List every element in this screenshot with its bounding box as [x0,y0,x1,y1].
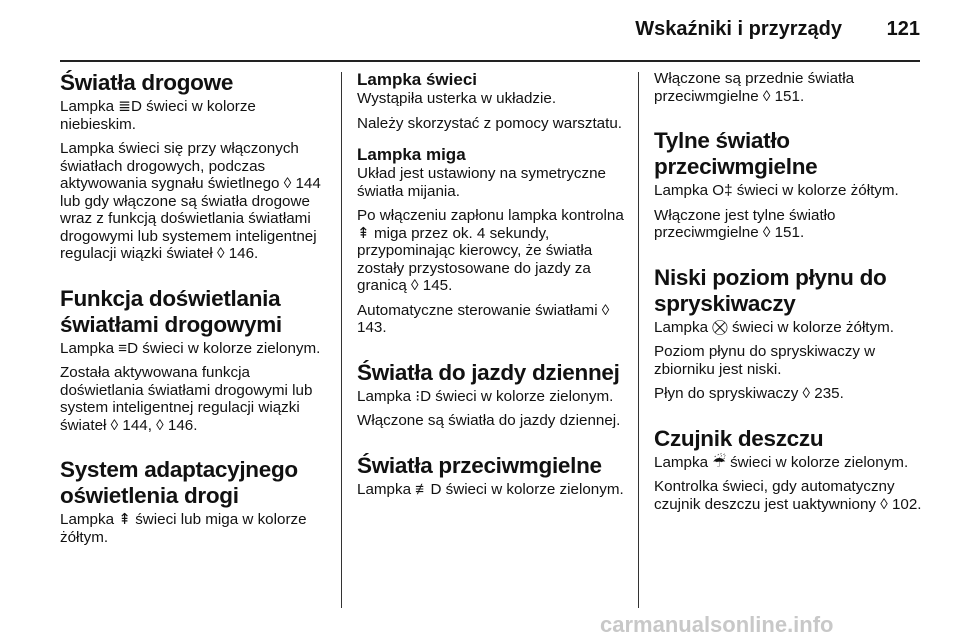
header-title: Wskaźniki i przyrządy [635,18,842,40]
paragraph: Automatyczne sterowanie światłami ◊ 143. [357,301,610,336]
column-divider-1 [341,72,342,608]
paragraph: Została aktywowana funkcja doświetlania światłami drogowymi lub system inteligentnej regulacji wiązki świateł ◊ 144, ◊ 146. [60,364,313,434]
paragraph: Lampka ⛒ świeci w kolorze żółtym. [654,318,894,336]
paragraph: Układ jest ustawiony na symetryczne światła mijania. [357,165,607,200]
heading-rear-fog-light: Tylne światło przeciwmgielne [654,128,818,179]
paragraph: Włączone są światła do jazdy dziennej. [357,412,621,429]
paragraph: Lampka ⁝D świeci w kolorze zielonym. [357,387,614,405]
heading-washer-fluid: Niski poziom płynu do spryskiwaczy [654,264,887,316]
paragraph: Kontrolka świeci, gdy automatyczny czujnik deszczu jest uaktywniony ◊ 102. [654,478,922,513]
column-2 [357,70,627,505]
column-3 [654,70,924,520]
page-header [0,0,960,56]
header-rule [60,60,920,62]
paragraph: Wystąpiła usterka w układzie. [357,90,557,107]
paragraph: Lampka ⇞ świeci lub miga w kolorze żółtym. [60,511,307,546]
column-divider-2 [638,72,639,608]
paragraph: Lampka ≣D świeci w kolorze niebieskim. [60,98,256,133]
heading-daytime-lights: Światła do jazdy dziennej [357,359,620,385]
heading-lamp-on: Lampka świeci [357,70,478,89]
page-number: 121 [886,18,920,40]
paragraph: Lampka świeci się przy włączonych światłach drogowych, podczas aktywowania sygnału świetlnego ◊ 144 lub gdy włączone są światła drogowe wraz z funkcją doświetlania światłami drogowymi lub systemem inteligentnej regulacji wiązki świateł ◊ 146. [60,140,321,262]
paragraph: Należy skorzystać z pomocy warsztatu. [357,114,623,132]
paragraph: Lampka ☔ świeci w kolorze zielonym. [654,453,909,471]
paragraph: Poziom płynu do spryskiwaczy w zbiorniku jest niski. [654,343,876,378]
heading-high-beam: Światła drogowe [60,70,234,95]
heading-rain-sensor: Czujnik deszczu [654,425,824,451]
paragraph: Po włączeniu zapłonu lampka kontrolna ⇞ miga przez ok. 4 sekundy, przypominając kierowcy, że światła zostały przystosowane do jazdy za granicą ◊ 145. [357,207,624,294]
paragraph: Włączone jest tylne światło przeciwmgielne ◊ 151. [654,206,836,241]
heading-lamp-flashing: Lampka miga [357,145,466,164]
column-1 [60,70,330,553]
paragraph: Lampka O‡ świeci w kolorze żółtym. [654,182,899,199]
heading-adaptive-lighting: System adaptacyjnego oświetlenia drogi [60,457,298,508]
paragraph: Lampka ≢D świeci w kolorze zielonym. [357,480,624,498]
heading-high-beam-assist: Funkcja doświetlania światłami drogowymi [60,285,282,337]
heading-fog-lights: Światła przeciwmgielne [357,452,602,478]
paragraph: Płyn do spryskiwaczy ◊ 235. [654,385,844,402]
paragraph: Włączone są przednie światła przeciwmgielne ◊ 151. [654,70,855,105]
watermark: carmanualsonline.info [600,612,834,637]
paragraph: Lampka ≡D świeci w kolorze zielonym. [60,339,321,357]
